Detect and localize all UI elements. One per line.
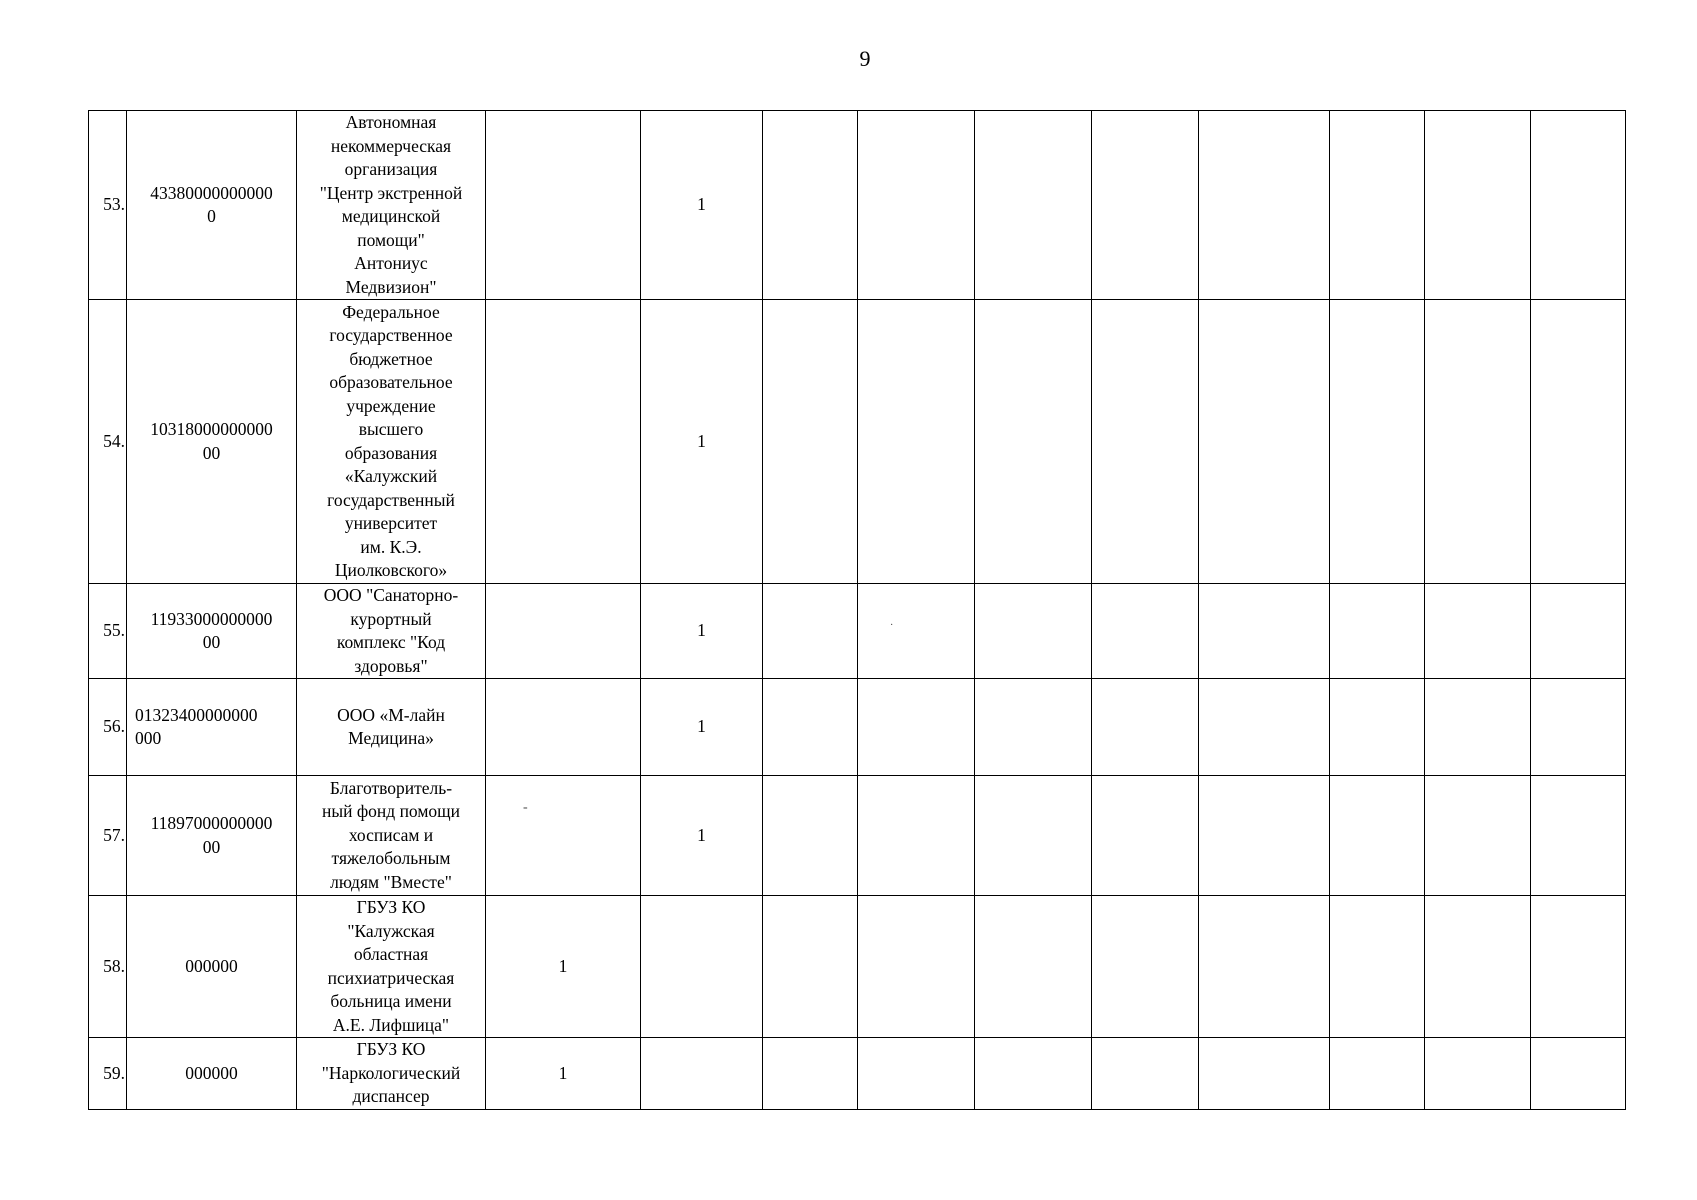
row-code: 10318000000000 00: [127, 300, 297, 584]
row-code: 11897000000000 00: [127, 776, 297, 896]
empty-cell: [1531, 111, 1626, 300]
empty-cell: [1199, 111, 1330, 300]
row-number: 56.: [89, 679, 127, 776]
row-number: 57.: [89, 776, 127, 896]
empty-cell: [1531, 679, 1626, 776]
empty-cell: [975, 584, 1092, 679]
row-number: 55.: [89, 584, 127, 679]
empty-cell: [1425, 1038, 1531, 1110]
row-organization-name: ООО "Санаторно- курортный комплекс "Код здоровья": [297, 584, 486, 679]
row-code: 43380000000000 0: [127, 111, 297, 300]
row-organization-name: Федеральное государственное бюджетное образовательное учреждение высшего образования «Калужский государственный университет им. К.Э. Циолковского»: [297, 300, 486, 584]
empty-cell: [763, 1038, 858, 1110]
empty-cell: [1330, 679, 1425, 776]
empty-cell: [1425, 584, 1531, 679]
empty-cell: [1092, 679, 1199, 776]
row-organization-name: Благотворитель- ный фонд помощи хосписам и тяжелобольным людям "Вместе": [297, 776, 486, 896]
empty-cell: [975, 1038, 1092, 1110]
empty-cell: [1531, 1038, 1626, 1110]
empty-cell: [1092, 896, 1199, 1038]
empty-cell: [858, 111, 975, 300]
empty-cell: [1330, 1038, 1425, 1110]
row-organization-name: ГБУЗ КО "Наркологический диспансер: [297, 1038, 486, 1110]
empty-cell: [763, 679, 858, 776]
table-row: [89, 1038, 1626, 1110]
row-number: 54.: [89, 300, 127, 584]
row-col4-value: [486, 111, 641, 300]
empty-cell: [1092, 111, 1199, 300]
empty-cell: [1330, 776, 1425, 896]
empty-cell: [1330, 896, 1425, 1038]
empty-cell: [858, 896, 975, 1038]
empty-cell: [763, 776, 858, 896]
row-col4-value: [486, 584, 641, 679]
row-code: 000000: [127, 896, 297, 1038]
empty-cell: [763, 300, 858, 584]
row-code: 000000: [127, 1038, 297, 1110]
empty-cell: [1531, 776, 1626, 896]
empty-cell: [1531, 584, 1626, 679]
row-col5-value: 1: [641, 679, 763, 776]
row-col5-value: 1: [641, 776, 763, 896]
empty-cell: [1199, 584, 1330, 679]
empty-cell: [975, 300, 1092, 584]
empty-cell: [858, 776, 975, 896]
empty-cell: [1199, 896, 1330, 1038]
row-code: 01323400000000 000: [127, 679, 297, 776]
empty-cell: [1425, 776, 1531, 896]
empty-cell: [1092, 776, 1199, 896]
empty-cell: [1092, 300, 1199, 584]
empty-cell: [858, 584, 975, 679]
row-code: 11933000000000 00: [127, 584, 297, 679]
empty-cell: [1425, 300, 1531, 584]
row-col5-value: [641, 1038, 763, 1110]
empty-cell: [975, 111, 1092, 300]
row-col4-value: 1: [486, 896, 641, 1038]
table-row: [89, 584, 1626, 679]
empty-cell: [763, 584, 858, 679]
row-col4-value: 1: [486, 1038, 641, 1110]
empty-cell: [975, 776, 1092, 896]
row-organization-name: ООО «М-лайн Медицина»: [297, 679, 486, 776]
empty-cell: [1092, 1038, 1199, 1110]
row-organization-name: ГБУЗ КО "Калужская областная психиатрическая больница имени А.Е. Лифшица": [297, 896, 486, 1038]
empty-cell: [975, 679, 1092, 776]
empty-cell: [1330, 300, 1425, 584]
table-row: [89, 300, 1626, 584]
row-col4-value: [486, 776, 641, 896]
row-col5-value: [641, 896, 763, 1038]
empty-cell: [1199, 776, 1330, 896]
empty-cell: [1199, 300, 1330, 584]
registry-table: [88, 110, 1626, 1110]
empty-cell: [1330, 584, 1425, 679]
empty-cell: [975, 896, 1092, 1038]
empty-cell: [1092, 584, 1199, 679]
scan-mark: ·: [890, 620, 894, 631]
row-number: 59.: [89, 1038, 127, 1110]
table-row: [89, 776, 1626, 896]
empty-cell: [858, 1038, 975, 1110]
empty-cell: [1330, 111, 1425, 300]
scan-mark: -: [523, 800, 528, 815]
empty-cell: [1425, 679, 1531, 776]
empty-cell: [763, 896, 858, 1038]
empty-cell: [1425, 896, 1531, 1038]
row-col5-value: 1: [641, 111, 763, 300]
table-row: [89, 679, 1626, 776]
row-col5-value: 1: [641, 300, 763, 584]
empty-cell: [1199, 679, 1330, 776]
empty-cell: [1425, 111, 1531, 300]
empty-cell: [1531, 896, 1626, 1038]
table-row: [89, 111, 1626, 300]
empty-cell: [858, 679, 975, 776]
row-col4-value: [486, 679, 641, 776]
row-number: 58.: [89, 896, 127, 1038]
row-col4-value: [486, 300, 641, 584]
empty-cell: [858, 300, 975, 584]
row-col5-value: 1: [641, 584, 763, 679]
empty-cell: [763, 111, 858, 300]
page-number: 9: [859, 46, 871, 71]
row-organization-name: Автономная некоммерческая организация "Центр экстренной медицинской помощи" Антониус Медвизион": [297, 111, 486, 300]
row-number: 53.: [89, 111, 127, 300]
empty-cell: [1531, 300, 1626, 584]
empty-cell: [1199, 1038, 1330, 1110]
table-row: [89, 896, 1626, 1038]
